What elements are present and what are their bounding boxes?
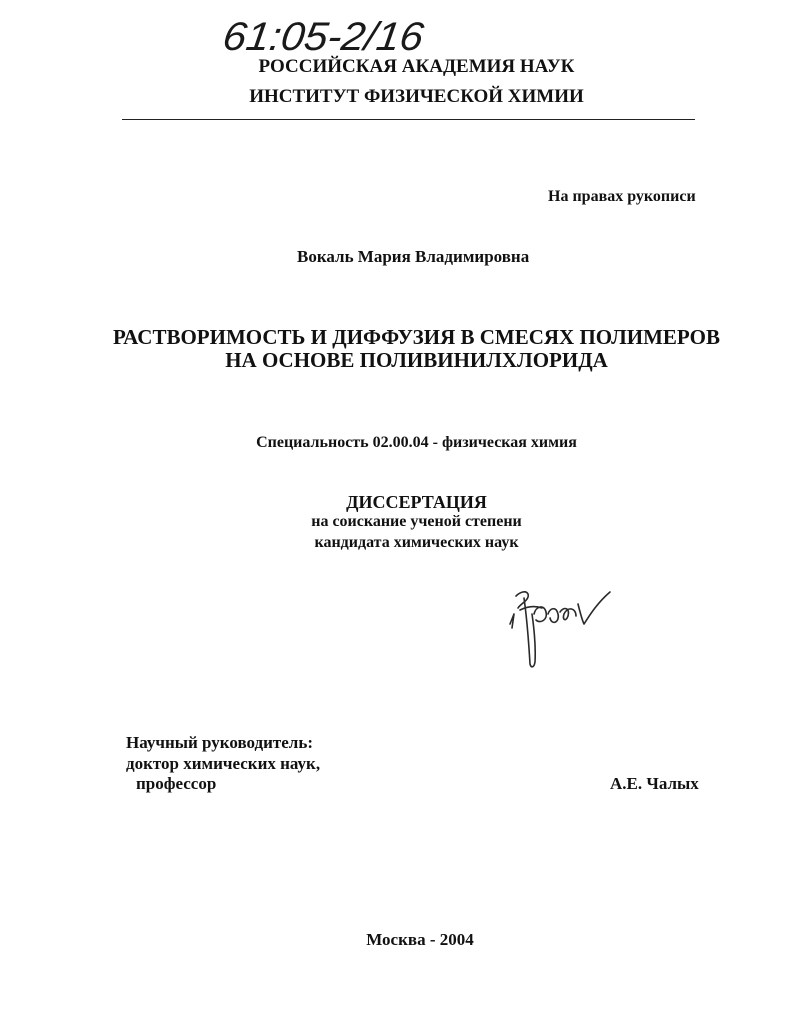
supervisor-name: А.Е. Чалых [610, 774, 699, 793]
institute-name: ИНСТИТУТ ФИЗИЧЕСКОЙ ХИМИИ [249, 86, 584, 107]
dissertation-label: ДИССЕРТАЦИЯ [346, 492, 487, 512]
specialty: Специальность 02.00.04 - физическая химия [256, 434, 577, 451]
supervisor-label: Научный руководитель: [126, 733, 313, 752]
author-name: Вокаль Мария Владимировна [297, 247, 530, 266]
archive-stamp-text: 61:05-2/16 [220, 14, 418, 59]
archive-stamp [220, 10, 450, 59]
city-year: Москва - 2004 [366, 930, 474, 949]
supervisor-rank: профессор [136, 774, 217, 793]
org-name: РОССИЙСКАЯ АКАДЕМИЯ НАУК [258, 56, 575, 77]
supervisor-degree: доктор химических наук, [126, 754, 321, 773]
thesis-title-line-1: РАСТВОРИМОСТЬ И ДИФФУЗИЯ В СМЕСЯХ ПОЛИМЕРОВ [113, 325, 720, 349]
degree-purpose-line-1: на соискание ученой степени [311, 513, 522, 530]
thesis-title-line-2: НА ОСНОВЕ ПОЛИВИНИЛХЛОРИДА [225, 348, 608, 372]
header-divider [122, 119, 695, 120]
rights-note: На правах рукописи [548, 188, 696, 205]
degree-purpose-line-2: кандидата химических наук [314, 534, 519, 551]
signature [506, 584, 616, 670]
